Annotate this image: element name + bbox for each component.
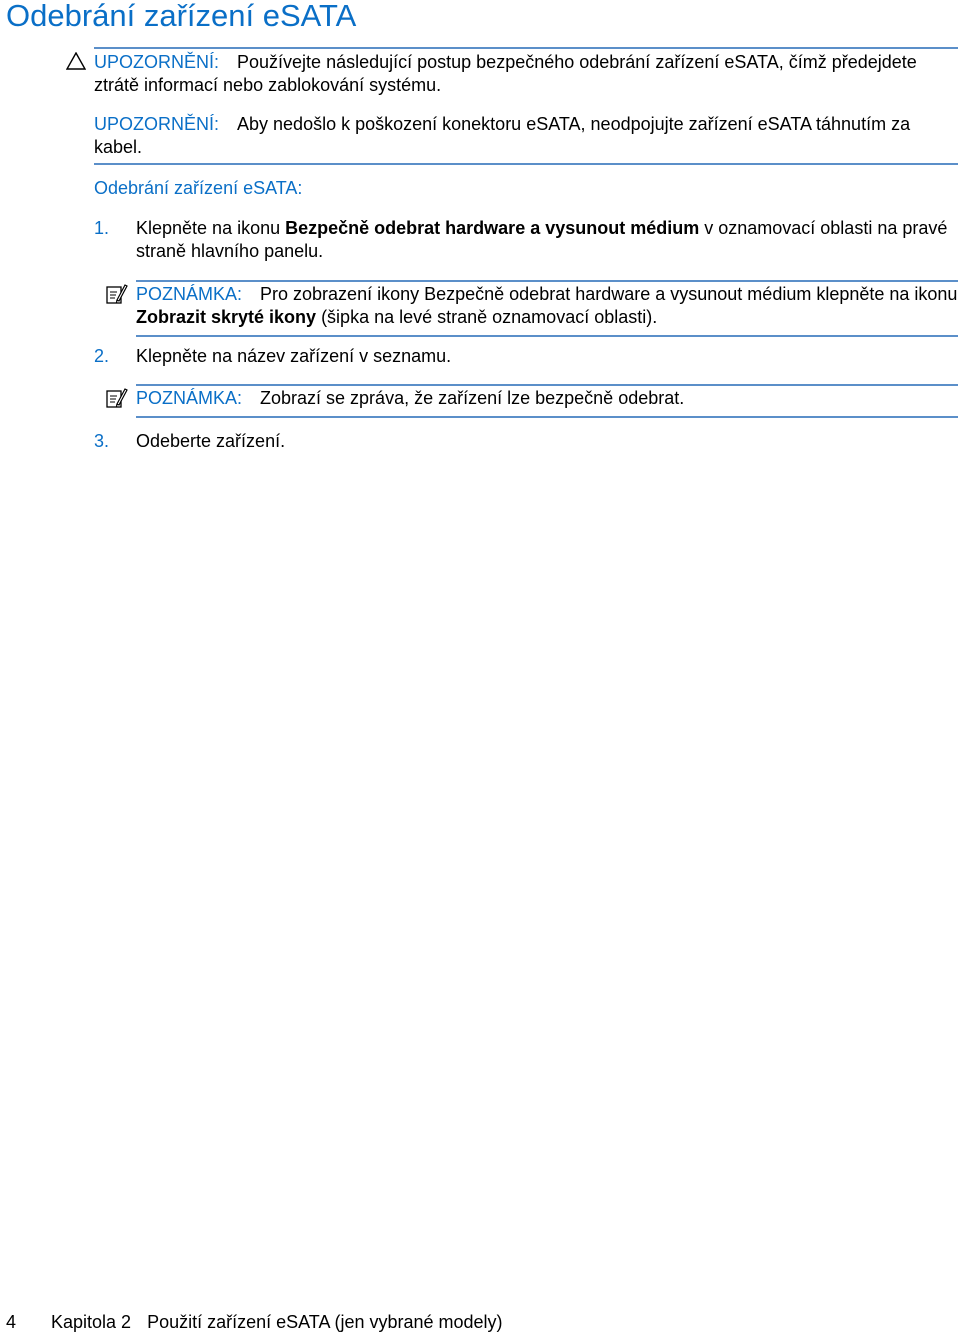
step-1: [94, 217, 958, 263]
step-1-text: [136, 217, 958, 263]
caution-1-label: UPOZORNĚNÍ:: [94, 52, 220, 72]
note-1-text-start: Pro zobrazení ikony Bezpečně odebrat hardware a vysunout médium klepněte na ikonu: [260, 284, 958, 304]
page-footer: [6, 1311, 503, 1334]
step-2-text: Klepněte na název zařízení v seznamu.: [136, 346, 452, 366]
chapter-title: Použití zařízení eSATA (jen vybrané modely): [147, 1312, 503, 1332]
caution-2-bottom-rule: [94, 163, 958, 165]
note-2-top-rule: [136, 384, 958, 386]
note-pad-icon: [104, 282, 128, 306]
procedure-intro: Odebrání zařízení eSATA:: [94, 178, 303, 198]
note-2-text: Zobrazí se zpráva, že zařízení lze bezpečně odebrat.: [260, 388, 685, 408]
note-box-1: [136, 280, 958, 337]
caution-2-label: UPOZORNĚNÍ:: [94, 114, 220, 134]
note-1-top-rule: [136, 280, 958, 282]
page-number: 4: [6, 1312, 17, 1332]
caution-2-text: Aby nedošlo k poškození konektoru eSATA, neodpojujte zařízení eSATA táhnutím za kabel.: [94, 114, 911, 157]
step-2: [94, 345, 958, 368]
step-1-text-end: v oznamovací oblasti na pravé straně hlavního panelu.: [136, 218, 948, 261]
caution-box-2: [94, 109, 958, 165]
caution-1-text: Používejte následující postup bezpečného odebrání zařízení eSATA, čímž předejdete ztrátě informací nebo zablokování systému.: [94, 52, 917, 95]
chapter-label: Kapitola 2: [51, 1312, 132, 1332]
step-3-number: 3.: [94, 431, 110, 451]
step-3-text: Odeberte zařízení.: [136, 431, 286, 451]
step-1-number: 1.: [94, 218, 110, 238]
caution-box-1: [94, 47, 958, 105]
warning-triangle-icon: [66, 52, 86, 70]
note-2-bottom-rule: [136, 416, 958, 418]
note-1-label: POZNÁMKA:: [136, 284, 243, 304]
note-pad-icon: [104, 386, 128, 410]
caution-1-top-rule: [94, 47, 958, 49]
note-box-2: [136, 384, 958, 418]
step-1-bold-term: Bezpečně odebrat hardware a vysunout médium: [285, 218, 700, 238]
note-2-label: POZNÁMKA:: [136, 388, 243, 408]
step-3: [94, 430, 958, 453]
note-1-bold-term: Zobrazit skryté ikony: [136, 307, 317, 327]
note-1-text-end: (šipka na levé straně oznamovací oblasti).: [316, 307, 658, 327]
page-title: Odebrání zařízení eSATA: [6, 0, 357, 33]
step-2-number: 2.: [94, 346, 110, 366]
step-1-text-start: Klepněte na ikonu: [136, 218, 286, 238]
note-1-bottom-rule: [136, 335, 958, 337]
